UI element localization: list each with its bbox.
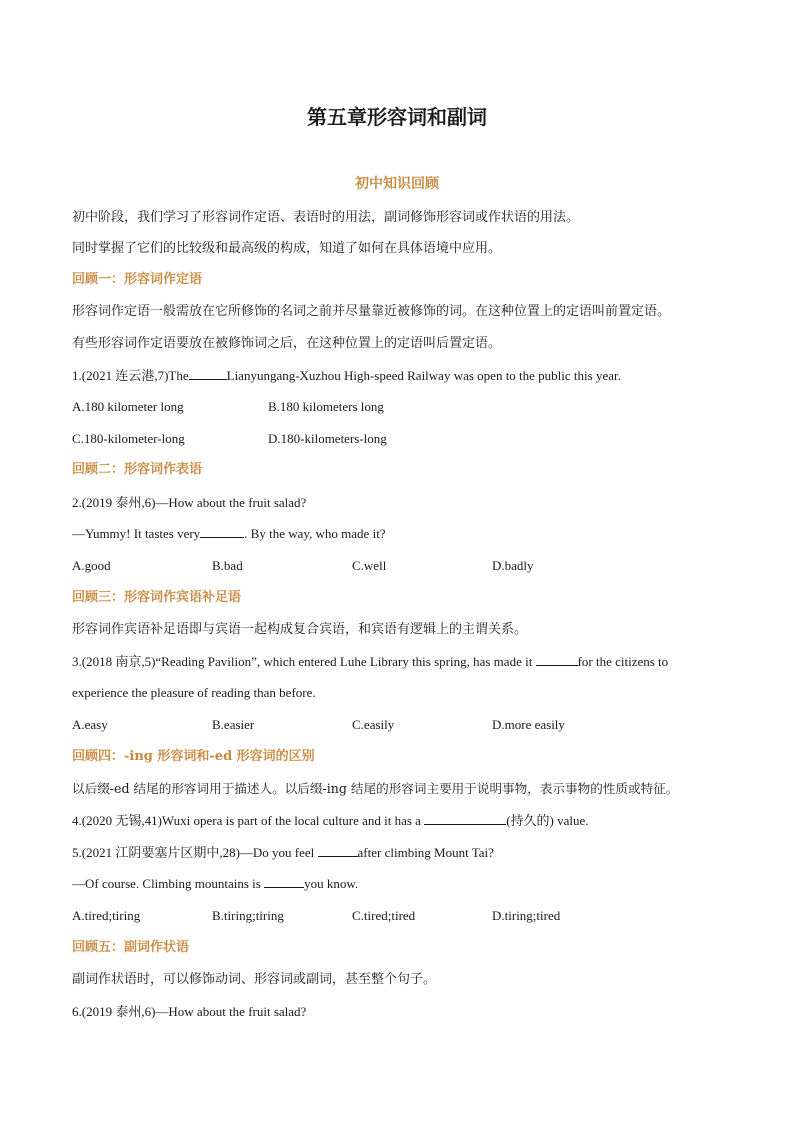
question-6: 6.(2019 泰州,6)—How about the fruit salad? — [72, 1004, 307, 1019]
q5-option-b: B.tiring;tiring — [212, 908, 284, 923]
review4-heading: 回顾四：-ing 形容词和-ed 形容词的区别 — [72, 749, 315, 764]
question-2-suffix: . By the way, who made it? — [244, 526, 386, 541]
review1-heading: 回顾一：形容词作定语 — [72, 272, 203, 287]
q1-option-a: A.180 kilometer long — [72, 399, 184, 414]
question-5-line-1 — [72, 844, 724, 862]
q5-option-d: D.tiring;tired — [492, 908, 561, 923]
answer-blank[interactable] — [200, 525, 244, 538]
question-5-line-2 — [72, 875, 724, 893]
q3-option-d: D.more easily — [492, 717, 565, 732]
question-2-line-2 — [72, 525, 724, 543]
section-title: 初中知识回顾 — [355, 176, 439, 192]
answer-blank[interactable] — [189, 367, 227, 380]
q1-option-d: D.180-kilometers-long — [268, 431, 387, 446]
q3-option-a: A.easy — [72, 717, 108, 732]
question-3-prefix: 3.(2018 南京,5)“Reading Pavilion”, which entered Luhe Library this spring, has made it — [72, 654, 533, 669]
question-4-suffix: (持久的) value. — [506, 813, 589, 828]
review3-desc: 形容词作宾语补足语即与宾语一起构成复合宾语，和宾语有逻辑上的主谓关系。 — [72, 622, 528, 637]
question-1-suffix: Lianyungang-Xuzhou High-speed Railway was open to the public this year. — [226, 368, 621, 383]
review4-desc: 以后缀-ed 结尾的形容词用于描述人。以后缀-ing 结尾的形容词主要用于说明事物，表示事物的性质或特征。 — [72, 781, 679, 796]
q3-option-c: C.easily — [352, 717, 395, 732]
review2-heading: 回顾二：形容词作表语 — [72, 462, 203, 477]
question-3-suffix: for the citizens to — [577, 654, 669, 669]
question-5-line2-prefix: —Of course. Climbing mountains is — [72, 876, 261, 891]
q5-option-c: C.tired;tired — [352, 908, 416, 923]
q2-option-b: B.bad — [212, 558, 243, 573]
question-5-prefix: 5.(2021 江阴要塞片区期中,28)—Do you feel — [72, 845, 315, 860]
review5-desc: 副词作状语时，可以修饰动词、形容词或副词，甚至整个句子。 — [72, 972, 437, 987]
question-2-line-1: 2.(2019 泰州,6)—How about the fruit salad? — [72, 495, 307, 510]
q2-option-d: D.badly — [492, 558, 534, 573]
question-3-line-1 — [72, 653, 724, 671]
q2-option-c: C.well — [352, 558, 387, 573]
review5-heading: 回顾五：副词作状语 — [72, 940, 190, 955]
q2-option-a: A.good — [72, 558, 111, 573]
q1-option-c: C.180-kilometer-long — [72, 431, 185, 446]
q3-option-b: B.easier — [212, 717, 255, 732]
answer-blank[interactable] — [424, 812, 506, 825]
q1-option-b: B.180 kilometers long — [268, 399, 384, 414]
intro-line-2: 同时掌握了它们的比较级和最高级的构成，知道了如何在具体语境中应用。 — [72, 241, 502, 256]
q5-option-a: A.tired;tiring — [72, 908, 141, 923]
review3-heading: 回顾三：形容词作宾语补足语 — [72, 590, 242, 605]
question-2-prefix: —Yummy! It tastes very — [72, 526, 201, 541]
question-4-prefix: 4.(2020 无锡,41)Wuxi opera is part of the local culture and it has a — [72, 813, 421, 828]
question-1 — [72, 367, 724, 385]
question-5-line2-suffix: you know. — [304, 876, 359, 891]
answer-blank[interactable] — [264, 875, 304, 888]
question-3-line-2: experience the pleasure of reading than before. — [72, 685, 316, 700]
chapter-title: 第五章形容词和副词 — [307, 105, 487, 129]
answer-blank[interactable] — [536, 653, 578, 666]
question-1-prefix: 1.(2021 连云港,7)The — [72, 368, 189, 383]
question-4 — [72, 812, 724, 830]
review1-desc-1: 形容词作定语一般需放在它所修饰的名词之前并尽量靠近被修饰的词。在这种位置上的定语叫前置定语。 — [72, 304, 671, 319]
intro-line-1: 初中阶段，我们学习了形容词作定语、表语时的用法，副词修饰形容词或作状语的用法。 — [72, 210, 580, 225]
review1-desc-2: 有些形容词作定语要放在被修饰词之后，在这种位置上的定语叫后置定语。 — [72, 336, 502, 351]
answer-blank[interactable] — [318, 844, 358, 857]
question-5-suffix: after climbing Mount Tai? — [357, 845, 494, 860]
